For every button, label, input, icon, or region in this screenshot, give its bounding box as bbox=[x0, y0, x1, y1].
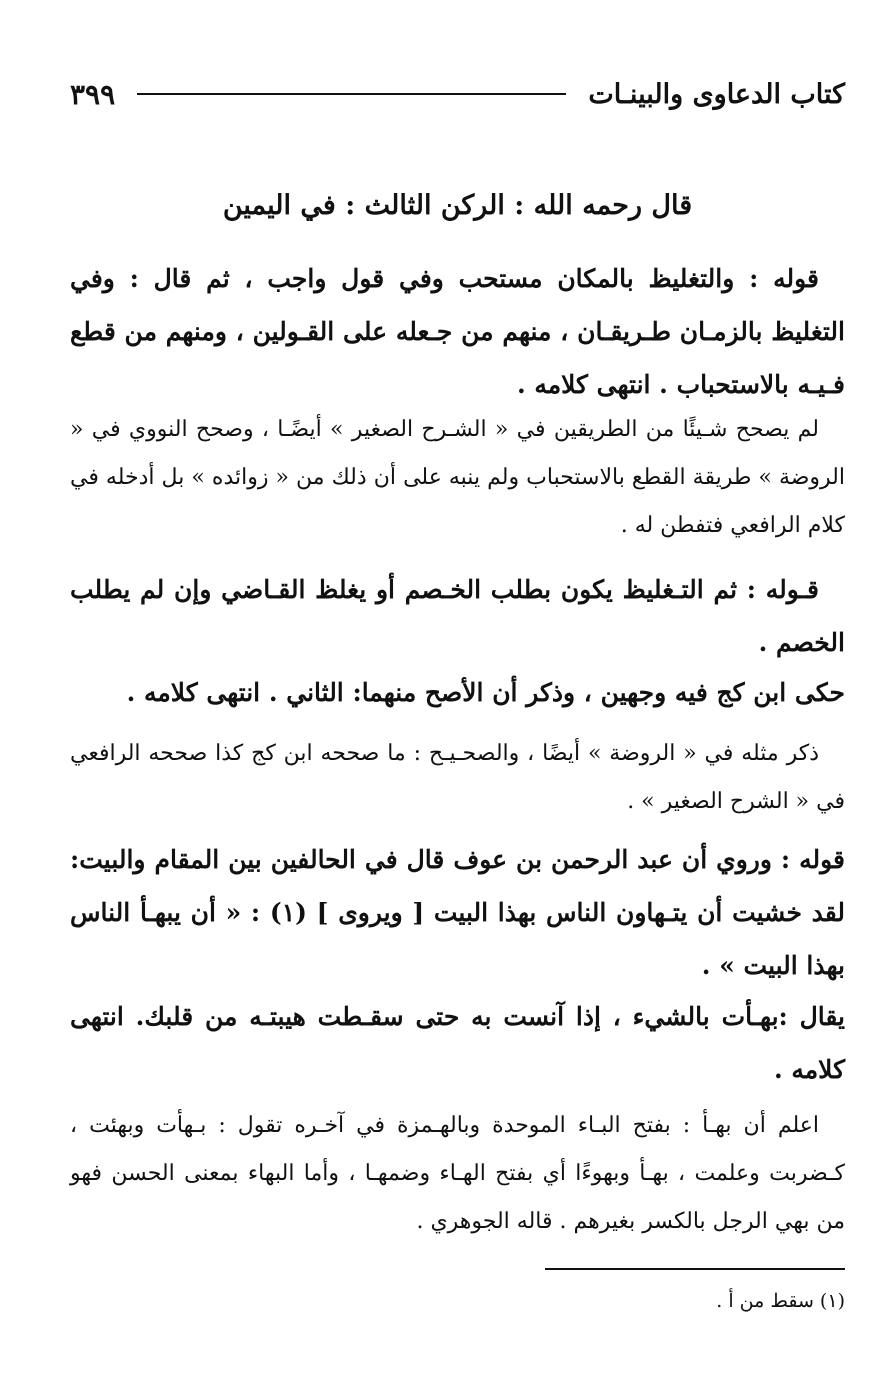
paragraph-quote: قـوله : ثم التـغليظ يكون بطلب الخـصم أو يغلظ القـاضي وإن لم يطلب الخصم . bbox=[70, 575, 845, 657]
header-rule bbox=[137, 93, 566, 95]
page-number: ٣٩٩ bbox=[70, 77, 116, 111]
paragraph-quote: حكى ابن كج فيه وجهين ، وذكر أن الأصح منهما: الثاني . انتهى كلامه . bbox=[126, 678, 845, 707]
paragraph-comment: لم يصحح شـيئًا من الطريقين في « الشـرح الصغير » أيضًـا ، وصحح النووي في « الروضة » طريقة القطع بالاستحباب ولم ينبه على أن ذلك من « زوائده » بل أدخله في كلام الرافعي فتفطن له . bbox=[70, 417, 845, 538]
paragraph-comment: اعلم أن بهـأ : بفتح البـاء الموحدة وبالهـمزة في آخـره تقول : بـهأت وبهئت ، كـضربت وعلمت ، بهـأ وبهوءًا أي بفتح الهـاء وضمهـا ، وأما البهاء بمعنى الحسن فهو من بهي الرجل بالكسر بغيرهم . قاله الجوهري . bbox=[70, 1113, 845, 1234]
paragraph-comment: ذكر مثله في « الروضة » أيضًا ، والصحـيـح : ما صححه ابن كج كذا صححه الرافعي في « الشرح الصغير » . bbox=[70, 741, 845, 814]
paragraph-quote: يقال :بهـأت بالشيء ، إذا آنست به حتى سقـطت هيبتـه من قلبك. انتهى كلامه . bbox=[70, 1002, 845, 1084]
paragraph-quote: قوله : وروي أن عبد الرحمن بن عوف قال في الحالفين بين المقام والبيت: لقد خشيت أن يتـهاون الناس بهذا البيت [ ويروى ] (١) : « أن يبهـأ الناس بهذا البيت » . bbox=[70, 845, 846, 980]
footnote-rule bbox=[545, 1268, 845, 1270]
paragraph-quote: قوله : والتغليظ بالمكان مستحب وفي قول واجب ، ثم قال : وفي التغليظ بالزمـان طـريقـان ، منهم من جـعله على القـولين ، ومنهم من قطع فـيـه بالاستحباب . انتهى كلامه . bbox=[70, 264, 845, 399]
document-page bbox=[70, 0, 845, 1393]
book-title: كتاب الدعاوى والبينـات bbox=[588, 78, 845, 110]
footnote: (١) سقط من أ . bbox=[716, 1290, 845, 1312]
running-header bbox=[70, 72, 845, 116]
section-heading: قال رحمه الله : الركن الثالث : في اليمين bbox=[222, 190, 693, 221]
